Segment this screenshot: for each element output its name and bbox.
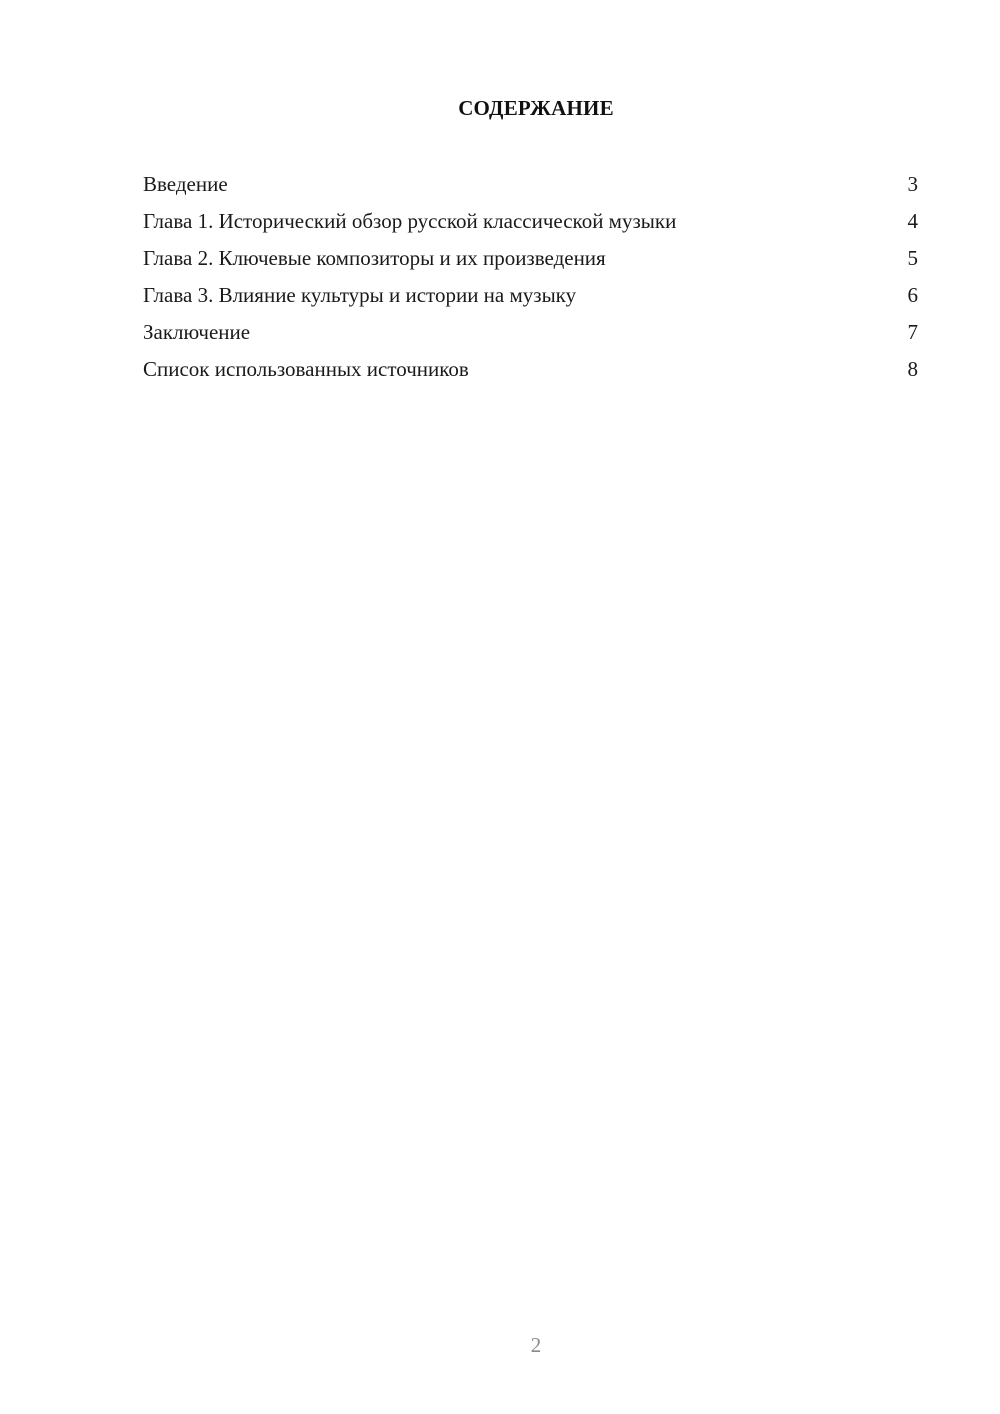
toc-entry-chapter-2[interactable]	[143, 242, 918, 279]
toc-title: СОДЕРЖАНИЕ	[458, 96, 614, 120]
toc-entry-page: 3	[907, 172, 918, 196]
toc-entry-references[interactable]	[143, 353, 918, 390]
toc-entry-label: Заключение	[143, 320, 251, 344]
toc-entry-page: 5	[907, 246, 918, 270]
toc-entry-label: Глава 3. Влияние культуры и истории на музыку	[143, 283, 577, 307]
toc-entry-page: 4	[907, 209, 918, 233]
toc-entry-page: 6	[907, 283, 918, 307]
toc-entry-page: 8	[907, 357, 918, 381]
toc-entry-label: Глава 1. Исторический обзор русской классической музыки	[143, 209, 677, 233]
toc-entry-chapter-3[interactable]	[143, 279, 918, 316]
toc-entry-chapter-1[interactable]	[143, 205, 918, 242]
toc-entry-page: 7	[907, 320, 918, 344]
toc-list	[143, 168, 918, 390]
toc-entry-label: Глава 2. Ключевые композиторы и их произведения	[143, 246, 606, 270]
toc-entry-introduction[interactable]	[143, 168, 918, 205]
page-number: 2	[530, 1333, 542, 1357]
toc-entry-conclusion[interactable]	[143, 316, 918, 353]
toc-entry-label: Список использованных источников	[143, 357, 469, 381]
toc-entry-label: Введение	[143, 172, 228, 196]
